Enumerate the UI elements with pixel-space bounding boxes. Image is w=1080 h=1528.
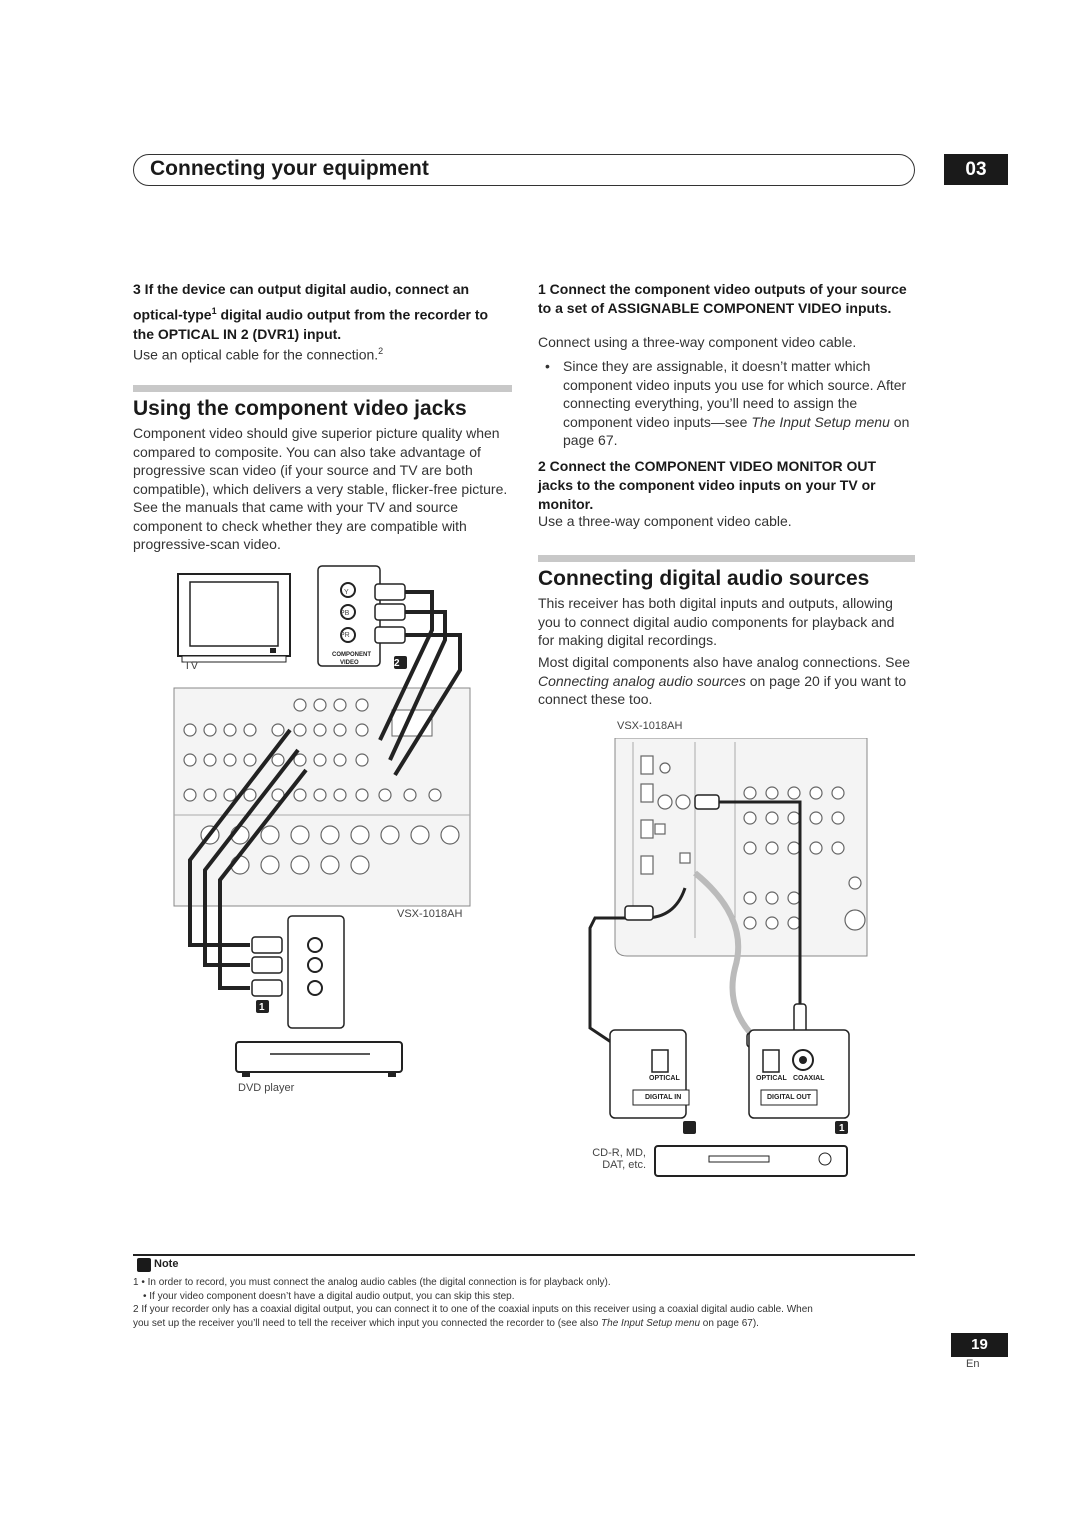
section-component-video-paragraph: Component video should give superior picture quality when compared to composite. You can also take advantage of progressive scan video (if your source and TV are both compatible), which delivers a very stable, flicker-free picture. See the manuals that came with your TV and source component to check whether they are compatible with progressive-scan video. <box>133 425 508 552</box>
step1-body: Connect using a three-way component video cable. <box>538 334 857 350</box>
dvd-player-illustration <box>236 1042 402 1077</box>
section-divider-2 <box>538 555 915 562</box>
digital-in-panel <box>610 1030 696 1134</box>
step3-line2: optical-type$^1$ digital audio output from the recorder to <box>133 306 489 323</box>
marker-1-right: 1 <box>839 1123 845 1134</box>
receiver-model-label-right: VSX-1018AH <box>617 720 683 732</box>
step1-bullet: • Since they are assignable, it doesn’t matter which component video inputs you use for which source. After connecting everything, you’ll need to assign the component video inputs—see The Input Setup menu on page 67. <box>545 358 910 448</box>
receiver-rear-panel-right <box>615 738 867 956</box>
notes-list <box>133 1276 923 1330</box>
step2-heading: 2 Connect the COMPONENT VIDEO MONITOR OUT jacks to the component video inputs on your TV or monitor. <box>538 458 877 512</box>
coaxial-out-label: COAXIAL <box>793 1075 825 1082</box>
note-divider <box>133 1254 915 1256</box>
note-1b: • If your video component doesn’t have a digital audio output, you can skip this step. <box>143 1290 515 1302</box>
digital-in-label: DIGITAL IN <box>645 1094 682 1101</box>
page-number: 19 <box>951 1333 1008 1357</box>
section-title-digital-audio: Connecting digital audio sources <box>538 567 870 590</box>
note-heading: Note <box>154 1258 179 1270</box>
receiver-model-label-left: VSX-1018AH <box>397 908 463 920</box>
note-2b: you set up the receiver you’ll need to tell the receiver which input you connected the recorder to (see also The Input Setup menu on page 67). <box>133 1317 759 1329</box>
recorder-label: CD-R, MD, DAT, etc. <box>592 1147 646 1171</box>
dvd-player-label: DVD player <box>238 1082 295 1094</box>
tv-jack-pr: PR <box>340 632 350 639</box>
marker-2-left: 2 <box>394 658 400 669</box>
receiver-rear-panel <box>174 688 470 906</box>
note-1a: 1 • In order to record, you must connect the analog audio cables (the digital connection is for playback only). <box>133 1277 611 1288</box>
tv-jack-y: Y <box>344 589 349 596</box>
component-video-diagram <box>170 560 480 1090</box>
section-title-component-video: Using the component video jacks <box>133 397 467 420</box>
step3-heading <box>133 280 513 344</box>
page-header-title: Connecting your equipment <box>150 157 429 180</box>
digital-out-panel <box>749 1030 849 1134</box>
digital-audio-diagram <box>585 738 870 1183</box>
tv-jack-pb: PB <box>340 610 350 617</box>
page-language: En <box>966 1358 980 1370</box>
digital-out-label: DIGITAL OUT <box>767 1094 812 1101</box>
section-digital-audio-para1: This receiver has both digital inputs and outputs, allowing you to connect digital audio components for playback and for making digital recordings. <box>538 595 895 648</box>
tv-label: TV <box>184 660 199 672</box>
step3-body: Use an optical cable for the connection.$^2$ <box>133 346 384 363</box>
section-divider-1 <box>133 385 512 392</box>
note-icon <box>137 1258 151 1272</box>
marker-1-left: 1 <box>259 1002 265 1013</box>
step3-line1: 3 If the device can output digital audio, connect an <box>133 281 470 297</box>
step1-heading: 1 Connect the component video outputs of your source to a set of ASSIGNABLE COMPONENT VIDEO inputs. <box>538 281 907 316</box>
note-2a: 2 If your recorder only has a coaxial digital output, you can connect it to one of the coaxial inputs on this receiver using a coaxial digital audio cable. When <box>133 1304 813 1315</box>
section-digital-audio-para2: Most digital components also have analog connections. See Connecting analog audio sources on page 20 if you want to connect these too. <box>538 654 911 707</box>
optical-out-label: OPTICAL <box>756 1075 787 1082</box>
tv-illustration <box>178 574 290 662</box>
recorder-illustration <box>655 1146 847 1176</box>
chapter-number: 03 <box>944 154 1008 185</box>
tv-component-label: COMPONENT <box>332 652 371 658</box>
tv-video-label: VIDEO <box>340 660 359 666</box>
marker-2-right: 2 <box>701 1123 707 1134</box>
step3-line3: the OPTICAL IN 2 (DVR1) input. <box>133 325 342 342</box>
optical-in-label: OPTICAL <box>649 1075 680 1082</box>
step2-body: Use a three-way component video cable. <box>538 513 792 529</box>
